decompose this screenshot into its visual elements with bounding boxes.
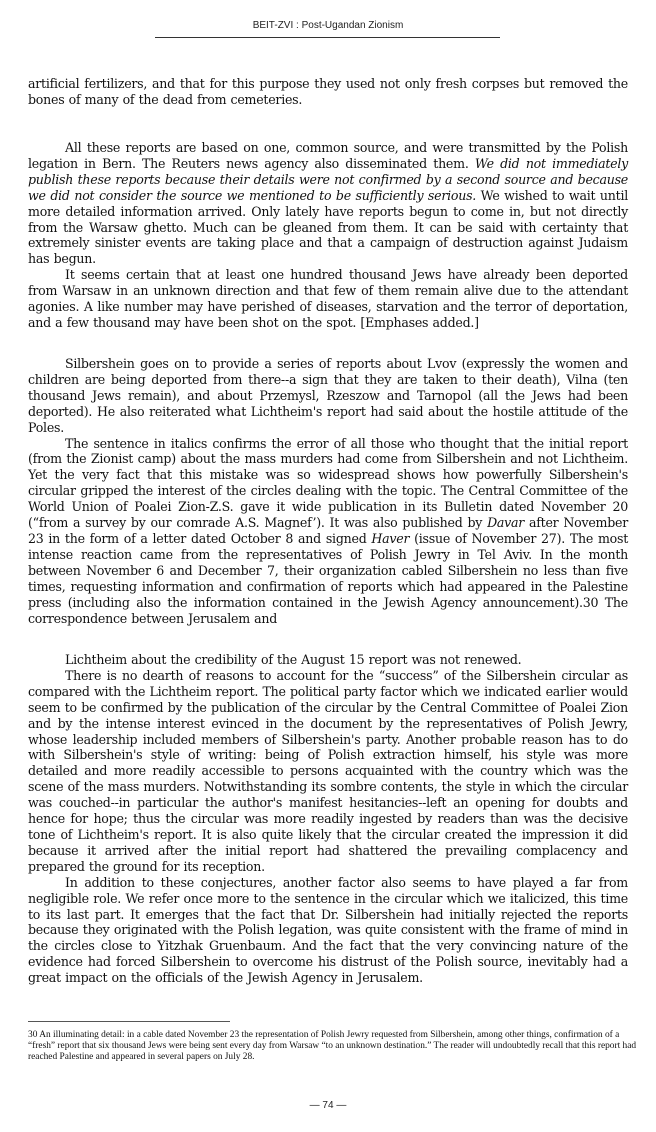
italic-emphasis: We did not immediately publish these reports because their details were not confirmed by a second source and because we did not consider the source we mentioned to be sufficiently serious. [28,155,629,203]
running-header: BEIT-ZVI : Post-Ugandan Zionism [252,20,404,31]
paragraph-5: Lichtheim about the credibility of the August 15 report was not renewed. [65,652,522,667]
paragraph-4: The sentence in italics confirms the error of all those who thought that the initial report (from the Zionist camp) about the mass murders had come from Silbershein and not Lichtheim. Yet the very fact that this mistake was so widespread shows how powerfully Silbershein's circular gripped the interest of the circles dealing with the topic. The Central Committee of the World Union of Poalei Zion-Z.S. gave it wide publication in its Bulletin dated November 20 (“from a survey by our comrade A.S. Magnef’). It was also published by Davar after November 23 in the form of a letter dated October 8 and signed Haver (issue of November 27). The most intense reaction came from the representatives of Polish Jewry in Tel Aviv. In the month between November 6 and December 7, their organization cabled Silbershein no less than five times, requesting information and confirmation of reports which had appeared in the Palestine press (including also the information contained in the Jewish Agency announcement).30 The correspondence between Jerusalem and [28,435,629,626]
footnote-30: 30 An illuminating detail: in a cable dated November 23 the representation of Polish Jewry requested from Silbershein, among other things, confirmation of a “fresh” report that six thousand Jews were being sent every day from Warsaw “to an unknown destination.” The reader will undoubtedly recall that this report had reached Palestine and appeared in several papers on July 28. [28,1030,637,1062]
paragraph-6: There is no dearth of reasons to account for the “success” of the Silbershein circular as compared with the Lichtheim report. The political party factor which we indicated earlier would seem to be confirmed by the publication of the circular by the Central Committee of Poalei Zion and by the intense interest evinced in the document by the representatives of Polish Jewry, whose leadership included members of Silbershein's party. Another probable reason has to do with Silbershein's style of writing: being of Polish extraction himself, his style was more detailed and more readily accessible to persons acquainted with the country which was the scene of the mass murders. Notwithstanding its sombre contents, the style in which the circular was couched--in particular the author's manifest hesitancies--left an opening for doubts and hence for hope; thus the circular was more readily ingested by readers than was the decisive tone of Lichtheim's report. It is also quite likely that the circular created the impression it did because it arrived after the initial report had shattered the prevailing complacency and prepared the ground for its reception. [28,667,628,874]
paragraph-0: artificial fertilizers, and that for this purpose they used not only fresh corpses but removed the bones of many of the dead from cemeteries. [28,76,628,107]
footnote-rule [28,1021,230,1022]
paragraph-2: It seems certain that at least one hundred thousand Jews have already been deported from Warsaw in an unknown direction and that few of them remain alive due to the attendant agonies. A like number may have perished of diseases, starvation and the terror of deportation, and a few thousand may have been shot on the spot. [Emphases added.] [28,267,628,330]
paragraph-1: All these reports are based on one, common source, and were transmitted by the Polish legation in Bern. The Reuters news agency also disseminated them. We did not immediately publish these reports because their details were not confirmed by a second source and because we did not consider the source we mentioned to be sufficiently serious. We wished to wait until more detailed information arrived. Only lately have reports begun to come in, but not directly from the Warsaw ghetto. Much can be gleaned from them. It can be said with certainty that extremely sinister events are taking place and that a campaign of destruction against Judaism has begun. [28,140,629,267]
quoted-block [28,140,628,331]
paragraph-3: Silbershein goes on to provide a series of reports about Lvov (expressly the women and children are being deported from there--a sign that they are taken to their death), Vilna (ten thousand Jews remain), and about Przemysl, Rzeszow and Tarnopol (all the Jews had been deported). He also reiterated what Lichtheim's report had said about the hostile attitude of the Poles. [28,356,628,435]
header-rule [155,37,500,38]
italic-davar: Davar [487,515,525,531]
paragraph-continued [28,76,628,108]
main-text-block-1 [28,356,628,626]
main-text-block-2 [28,652,628,986]
page-number: — 74 — [309,1100,347,1111]
paragraph-7: In addition to these conjectures, another factor also seems to have played a far from negligible role. We refer once more to the sentence in the circular which we italicized, this time to its last part. It emerges that the fact that Dr. Silbershein had initially rejected the reports because they originated with the Polish legation, was quite consistent with the frame of mind in the circles close to Yitzhak Gruenbaum. And the fact that the very convincing nature of the evidence had forced Silbershein to overcome his distrust of the Polish source, inevitably had a great impact on the officials of the Jewish Agency in Jerusalem. [28,874,628,986]
italic-haver: Haver [371,530,410,546]
